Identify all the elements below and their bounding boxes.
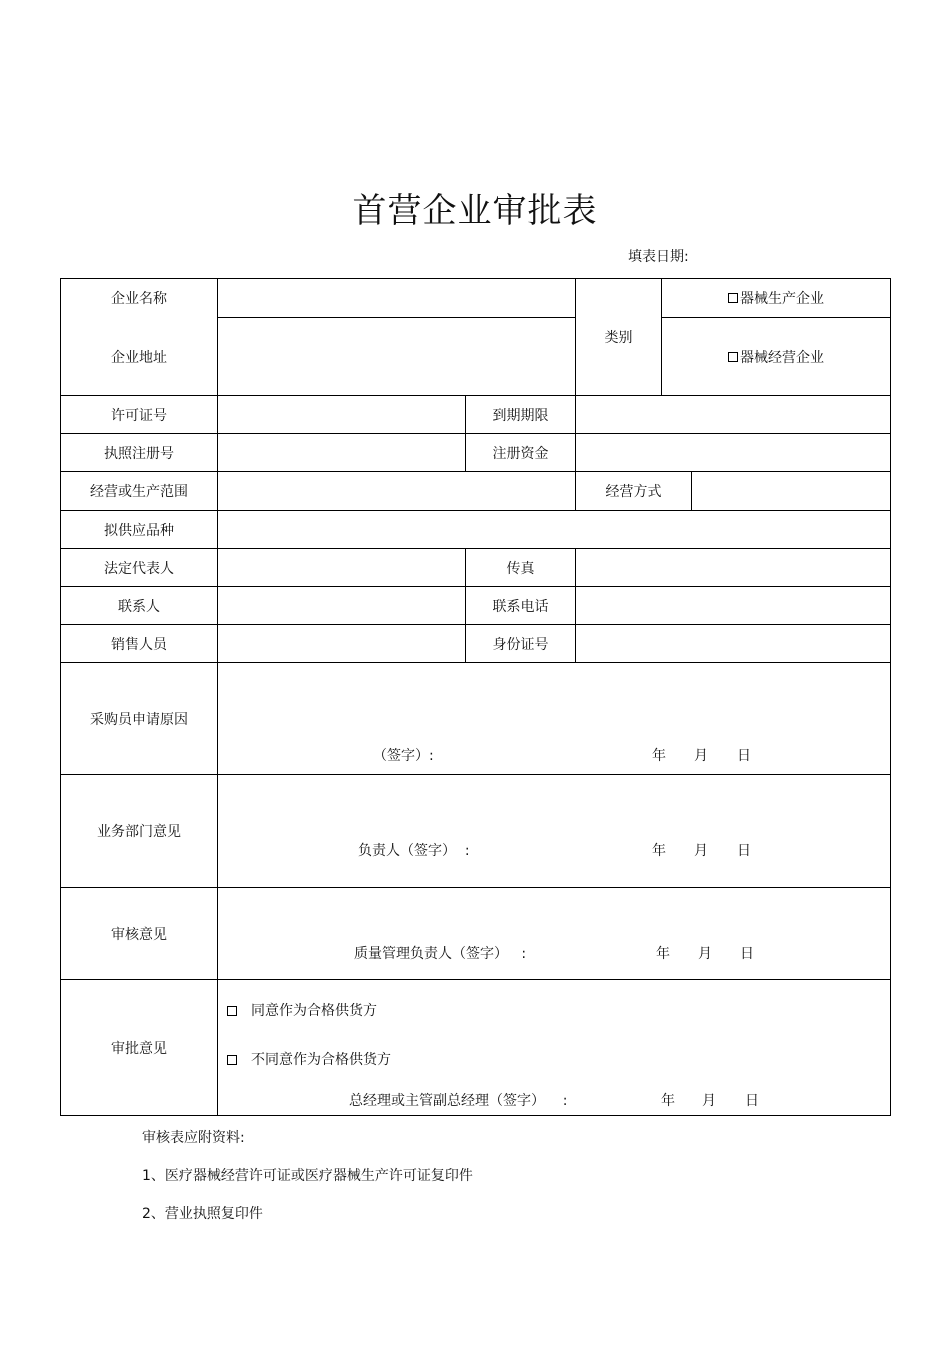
- fax-field[interactable]: [576, 549, 890, 586]
- date-day: 日: [737, 748, 751, 764]
- date-year: 年: [661, 1093, 675, 1109]
- category-option-manufacturer[interactable]: 器械生产企业: [662, 279, 890, 317]
- dept-signature-label: 负责人（签字） :: [358, 843, 470, 859]
- checkbox-icon: [227, 1006, 237, 1016]
- purchase-signature-label: （签字）:: [373, 748, 434, 764]
- products-field[interactable]: [218, 511, 890, 548]
- date-year: 年: [652, 843, 666, 859]
- company-address-field[interactable]: [218, 318, 575, 395]
- date-month: 月: [698, 946, 712, 962]
- page-title: 首营企业审批表: [352, 191, 598, 231]
- date-day: 日: [745, 1093, 759, 1109]
- approval-option-disagree[interactable]: 不同意作为合格供货方: [227, 1049, 391, 1069]
- label-sales-person: 销售人员: [111, 636, 167, 653]
- review-opinion-field[interactable]: [218, 888, 890, 979]
- id-no-field[interactable]: [576, 625, 890, 662]
- contact-phone-field[interactable]: [576, 587, 890, 624]
- attachments-heading: 审核表应附资料:: [142, 1130, 245, 1146]
- label-id-no: 身份证号: [492, 636, 549, 653]
- label-fax: 传真: [506, 560, 535, 577]
- label-legal-rep: 法定代表人: [104, 560, 174, 577]
- license-no-field[interactable]: [218, 396, 465, 433]
- label-business-reg-no: 执照注册号: [104, 445, 174, 462]
- contact-field[interactable]: [218, 587, 465, 624]
- checkbox-icon: [227, 1055, 237, 1065]
- quality-signature-label: 质量管理负责人（签字） :: [354, 946, 527, 962]
- attachment-item: 2、营业执照复印件: [142, 1206, 263, 1222]
- label-company-address: 企业地址: [111, 349, 167, 366]
- approval-option-agree[interactable]: 同意作为合格供货方: [227, 1000, 377, 1020]
- date-day: 日: [737, 843, 751, 859]
- reg-capital-field[interactable]: [576, 434, 890, 471]
- label-expiry: 到期期限: [492, 407, 549, 424]
- label-review-opinion: 审核意见: [111, 926, 167, 943]
- business-mode-field[interactable]: [692, 472, 890, 510]
- attachment-item: 1、医疗器械经营许可证或医疗器械生产许可证复印件: [142, 1168, 473, 1184]
- label-contact: 联系人: [118, 598, 160, 615]
- label-purchase-reason: 采购员申请原因: [90, 711, 188, 728]
- category-option-distributor[interactable]: 器械经营企业: [662, 318, 890, 395]
- legal-rep-field[interactable]: [218, 549, 465, 586]
- label-approval-opinion: 审批意见: [111, 1040, 167, 1057]
- label-products: 拟供应品种: [104, 522, 174, 539]
- checkbox-icon: [728, 352, 738, 362]
- business-reg-no-field[interactable]: [218, 434, 465, 471]
- expiry-field[interactable]: [576, 396, 890, 433]
- purchase-reason-field[interactable]: [218, 663, 890, 774]
- label-license-no: 许可证号: [111, 407, 167, 424]
- date-year: 年: [656, 946, 670, 962]
- date-month: 月: [694, 748, 708, 764]
- gm-signature-label: 总经理或主管副总经理（签字） :: [349, 1093, 568, 1109]
- label-category: 类别: [604, 330, 633, 346]
- fill-date-label: 填表日期:: [628, 249, 689, 265]
- approval-form: [60, 278, 891, 1116]
- label-reg-capital: 注册资金: [492, 445, 549, 462]
- label-dept-opinion: 业务部门意见: [97, 824, 181, 840]
- date-month: 月: [702, 1093, 716, 1109]
- date-day: 日: [740, 946, 754, 962]
- label-business-mode: 经营方式: [605, 484, 662, 500]
- date-month: 月: [694, 843, 708, 859]
- label-scope: 经营或生产范围: [90, 484, 188, 500]
- label-contact-phone: 联系电话: [492, 598, 549, 615]
- date-year: 年: [652, 748, 666, 764]
- label-company-name: 企业名称: [111, 291, 167, 307]
- sales-person-field[interactable]: [218, 625, 465, 662]
- dept-opinion-field[interactable]: [218, 775, 890, 887]
- checkbox-icon: [728, 293, 738, 303]
- company-name-field[interactable]: [218, 279, 575, 317]
- scope-field[interactable]: [218, 472, 575, 510]
